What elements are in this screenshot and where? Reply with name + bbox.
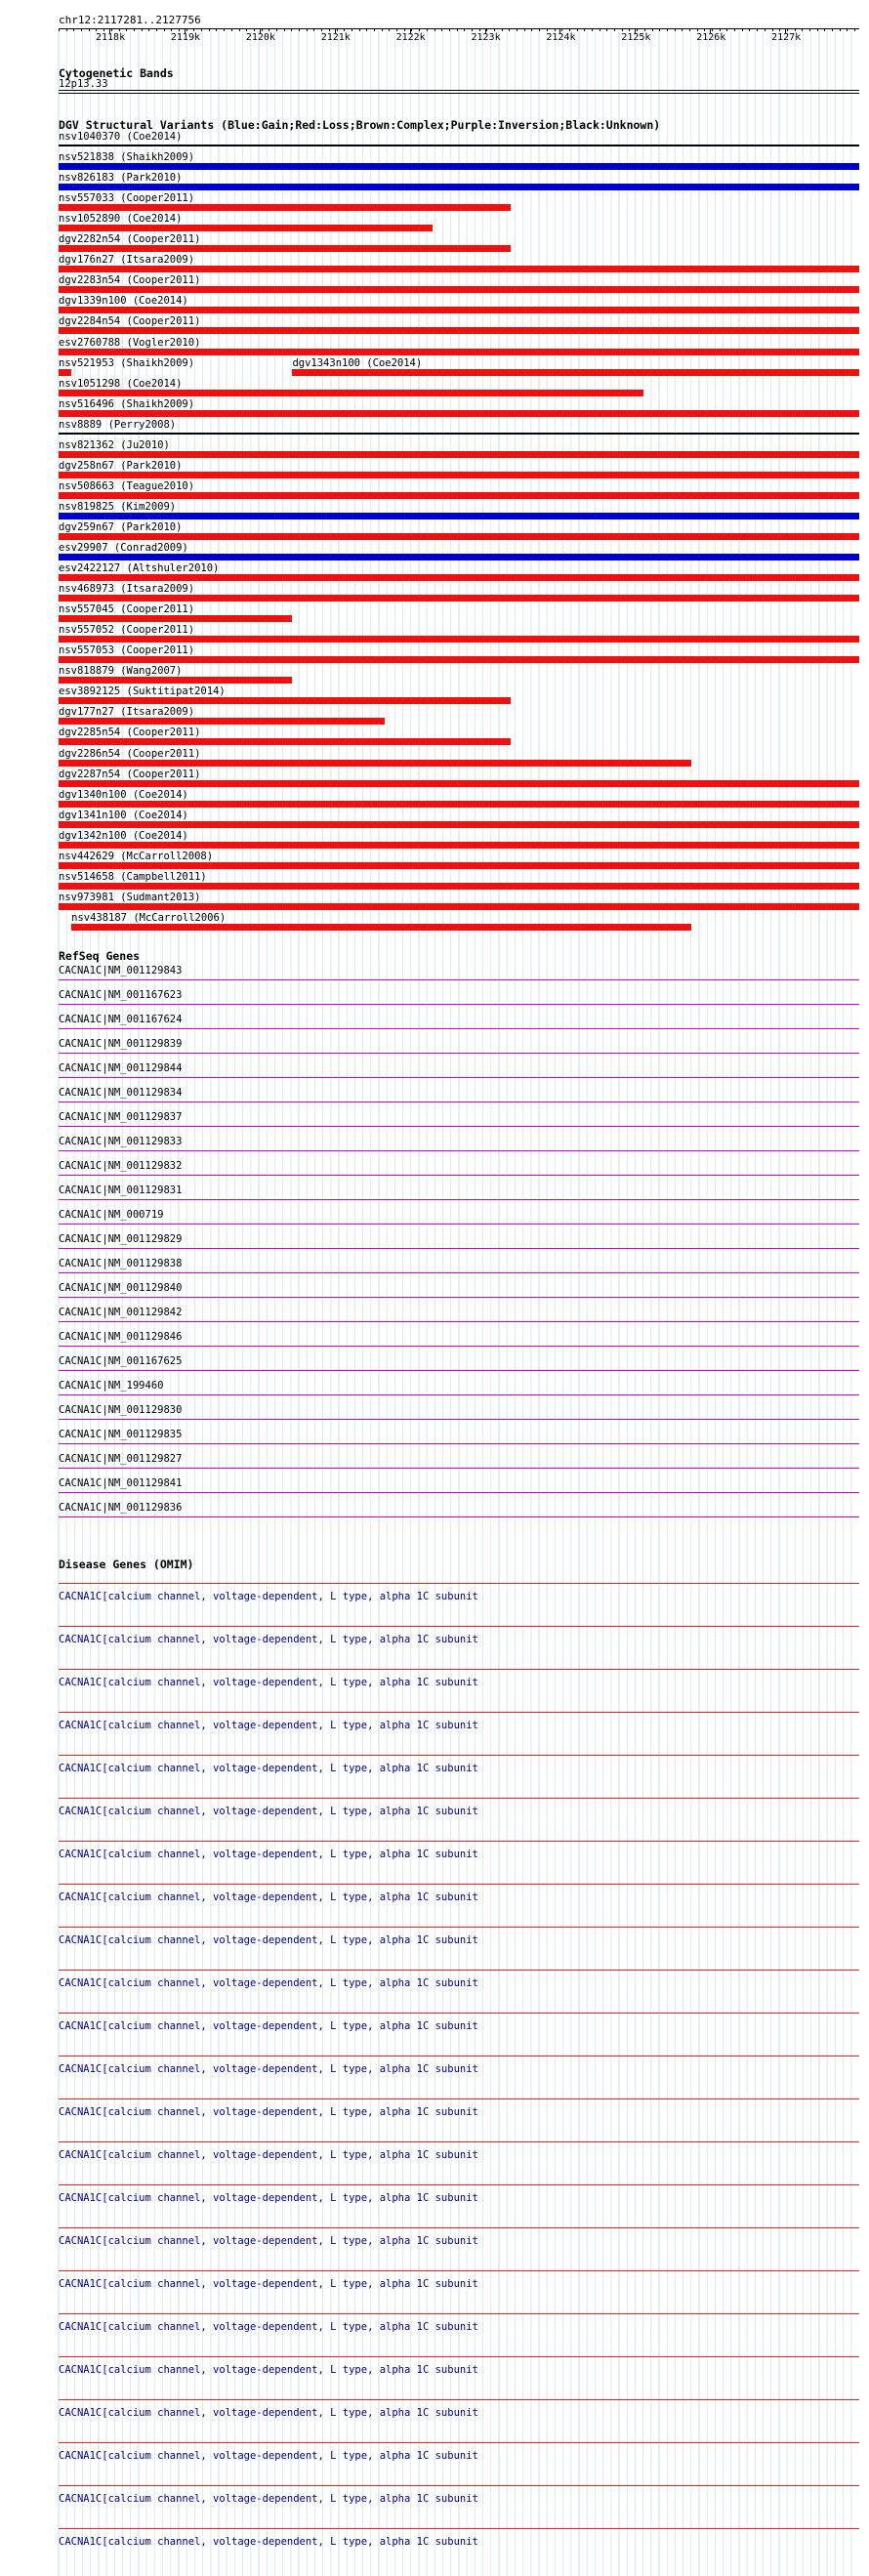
sv-label[interactable]: nsv826183 (Park2010) <box>59 172 183 185</box>
refseq-gene-line[interactable] <box>59 1053 859 1054</box>
sv-bar[interactable] <box>59 390 643 396</box>
ruler-minor-tick <box>502 28 503 31</box>
sv-label[interactable]: dgv1343n100 (Coe2014) <box>292 356 423 369</box>
ruler-minor-tick <box>704 28 705 31</box>
ruler-minor-tick <box>216 28 217 31</box>
omim-title: Disease Genes (OMIM) <box>59 1558 194 1571</box>
ruler-minor-tick <box>606 28 607 31</box>
omim-entry-label[interactable]: CACNA1C[calcium channel, voltage-dependent, L type, alpha 1C subunit <box>59 2020 478 2032</box>
sv-label[interactable]: dgv1339n100 (Coe2014) <box>59 295 188 308</box>
sv-label[interactable]: nsv508663 (Teague2010) <box>59 479 195 492</box>
ruler-minor-tick <box>539 28 540 31</box>
omim-entry-label[interactable]: CACNA1C[calcium channel, voltage-dependent, L type, alpha 1C subunit <box>59 1591 478 1602</box>
ruler-minor-tick <box>329 28 330 31</box>
ruler-minor-tick <box>622 28 623 31</box>
sv-bar[interactable] <box>59 513 859 519</box>
refseq-gene-label[interactable]: CACNA1C|NM_001129844 <box>59 1062 183 1074</box>
refseq-gene-label[interactable]: CACNA1C|NM_001129830 <box>59 1404 183 1416</box>
sv-label[interactable]: nsv521838 (Shaikh2009) <box>59 151 195 164</box>
sv-label[interactable]: dgv176n27 (Itsara2009) <box>59 254 195 267</box>
sv-label[interactable]: esv3892125 (Suktitipat2014) <box>59 686 226 698</box>
ruler-minor-tick <box>427 28 428 31</box>
sv-label[interactable]: nsv1052890 (Coe2014) <box>59 213 183 226</box>
cytoband-track-line-2 <box>59 93 859 94</box>
omim-entry-label[interactable]: CACNA1C[calcium channel, voltage-dependent, L type, alpha 1C subunit <box>59 2493 478 2505</box>
sv-bar[interactable] <box>59 433 859 435</box>
sv-label[interactable]: nsv1051298 (Coe2014) <box>59 377 183 390</box>
refseq-gene-label[interactable]: CACNA1C|NM_001129827 <box>59 1453 183 1465</box>
sv-bar[interactable] <box>59 369 71 376</box>
omim-gene-line[interactable] <box>59 1583 859 1584</box>
omim-entry-label[interactable]: CACNA1C[calcium channel, voltage-dependent, L type, alpha 1C subunit <box>59 2149 478 2161</box>
refseq-gene-label[interactable]: CACNA1C|NM_001129842 <box>59 1307 183 1318</box>
sv-bar[interactable] <box>59 451 859 458</box>
ruler-minor-tick <box>209 28 210 31</box>
ruler-minor-tick <box>164 28 165 31</box>
refseq-gene-label[interactable]: CACNA1C|NM_001167625 <box>59 1355 183 1367</box>
omim-gene-line[interactable] <box>59 1798 859 1799</box>
sv-label[interactable]: nsv8889 (Perry2008) <box>59 418 177 431</box>
ruler-minor-tick <box>411 28 412 31</box>
ruler-minor-tick <box>201 28 202 31</box>
sv-bar[interactable] <box>71 924 691 931</box>
refseq-gene-line[interactable] <box>59 1492 859 1493</box>
ruler-minor-tick <box>817 28 818 31</box>
ruler-minor-tick <box>441 28 442 31</box>
ruler-minor-tick <box>321 28 322 31</box>
ruler-minor-tick <box>66 28 67 31</box>
refseq-gene-line[interactable] <box>59 1101 859 1102</box>
sv-bar[interactable] <box>59 842 859 849</box>
ruler-minor-tick <box>464 28 465 31</box>
refseq-gene-line[interactable] <box>59 1419 859 1420</box>
sv-bar[interactable] <box>59 307 859 313</box>
sv-bar[interactable] <box>59 410 859 417</box>
omim-entry-label[interactable]: CACNA1C[calcium channel, voltage-dependent, L type, alpha 1C subunit <box>59 2450 478 2462</box>
sv-bar[interactable] <box>59 574 859 581</box>
omim-gene-line[interactable] <box>59 1755 859 1756</box>
omim-entry-label[interactable]: CACNA1C[calcium channel, voltage-dependent, L type, alpha 1C subunit <box>59 1720 478 1731</box>
sv-label[interactable]: dgv2286n54 (Cooper2011) <box>59 747 201 760</box>
ruler-minor-tick <box>307 28 308 31</box>
refseq-gene-label[interactable]: CACNA1C|NM_001129835 <box>59 1429 183 1440</box>
ruler-minor-tick <box>359 28 360 31</box>
ruler-minor-tick <box>224 28 225 31</box>
ruler-minor-tick <box>555 28 556 31</box>
cytoband-track-line <box>59 90 859 91</box>
omim-gene-line[interactable] <box>59 2442 859 2443</box>
sv-label[interactable]: nsv821362 (Ju2010) <box>59 438 170 451</box>
ruler-minor-tick <box>96 28 97 31</box>
ruler-minor-tick <box>847 28 848 31</box>
ruler-minor-tick <box>134 28 135 31</box>
sv-label[interactable]: dgv1342n100 (Coe2014) <box>59 829 188 842</box>
ruler-minor-tick <box>186 28 187 31</box>
ruler-minor-tick <box>742 28 743 31</box>
refseq-gene-label[interactable]: CACNA1C|NM_001129838 <box>59 1258 183 1269</box>
refseq-gene-line[interactable] <box>59 1150 859 1151</box>
omim-entry-label[interactable]: CACNA1C[calcium channel, voltage-dependent, L type, alpha 1C subunit <box>59 2536 478 2548</box>
sv-bar[interactable] <box>59 738 511 745</box>
ruler-minor-tick <box>726 28 727 31</box>
ruler-tick-label: 2118k <box>96 32 126 43</box>
sv-bar[interactable] <box>59 656 859 663</box>
refseq-gene-label[interactable]: CACNA1C|NM_001129841 <box>59 1477 183 1489</box>
ruler-minor-tick <box>682 28 683 31</box>
refseq-gene-line[interactable] <box>59 1028 859 1029</box>
omim-entry-label[interactable]: CACNA1C[calcium channel, voltage-dependent, L type, alpha 1C subunit <box>59 2321 478 2333</box>
sv-bar[interactable] <box>59 760 691 767</box>
refseq-gene-line[interactable] <box>59 1077 859 1078</box>
ruler-minor-tick <box>374 28 375 31</box>
ruler-minor-tick <box>262 28 263 31</box>
ruler-minor-tick <box>569 28 570 31</box>
ruler-tick-label: 2126k <box>696 32 726 43</box>
ruler-tick-label: 2123k <box>471 32 501 43</box>
ruler-minor-tick <box>396 28 397 31</box>
refseq-gene-label[interactable]: CACNA1C|NM_001129837 <box>59 1111 183 1123</box>
sv-label[interactable]: nsv557033 (Cooper2011) <box>59 192 195 205</box>
sv-label[interactable]: nsv557053 (Cooper2011) <box>59 644 195 657</box>
omim-gene-line[interactable] <box>59 2227 859 2228</box>
ruler-minor-tick <box>832 28 833 31</box>
sv-label[interactable]: nsv442629 (McCarroll2008) <box>59 850 214 862</box>
ruler-minor-tick <box>148 28 149 31</box>
sv-bar[interactable] <box>59 184 859 190</box>
sv-bar[interactable] <box>59 903 859 910</box>
sv-label[interactable]: nsv819825 (Kim2009) <box>59 500 177 513</box>
omim-gene-line[interactable] <box>59 2485 859 2486</box>
omim-gene-line[interactable] <box>59 2056 859 2057</box>
refseq-gene-line[interactable] <box>59 979 859 980</box>
ruler-minor-tick <box>434 28 435 31</box>
refseq-gene-label[interactable]: CACNA1C|NM_001129832 <box>59 1160 183 1172</box>
sv-bar[interactable] <box>59 554 859 561</box>
sv-bar[interactable] <box>59 862 859 869</box>
ruler-tick-label: 2121k <box>320 32 351 43</box>
sv-label[interactable]: esv29907 (Conrad2009) <box>59 542 188 554</box>
ruler-minor-tick <box>765 28 766 31</box>
ruler-tick-label: 2119k <box>170 32 200 43</box>
ruler-minor-tick <box>524 28 525 31</box>
sv-bar[interactable] <box>59 595 859 602</box>
sv-bar[interactable] <box>292 369 859 376</box>
ruler-tick-label: 2122k <box>395 32 426 43</box>
ruler-minor-tick <box>712 28 713 31</box>
ruler-minor-tick <box>344 28 345 31</box>
ruler-minor-tick <box>614 28 615 31</box>
refseq-gene-label[interactable]: CACNA1C|NM_001129843 <box>59 965 183 976</box>
ruler-minor-tick <box>637 28 638 31</box>
ruler-minor-tick <box>675 28 676 31</box>
sv-label[interactable]: esv2760788 (Vogler2010) <box>59 336 201 349</box>
sv-label[interactable]: dgv2284n54 (Cooper2011) <box>59 315 201 328</box>
ruler-minor-tick <box>809 28 810 31</box>
refseq-gene-line[interactable] <box>59 1175 859 1176</box>
omim-gene-line[interactable] <box>59 1884 859 1885</box>
ruler-minor-tick <box>246 28 247 31</box>
omim-entry-label[interactable]: CACNA1C[calcium channel, voltage-dependent, L type, alpha 1C subunit <box>59 2063 478 2075</box>
sv-label[interactable]: dgv2285n54 (Cooper2011) <box>59 727 201 739</box>
ruler-minor-tick <box>239 28 240 31</box>
ruler-minor-tick <box>494 28 495 31</box>
sv-bar[interactable] <box>59 697 511 704</box>
ruler-minor-tick <box>171 28 172 31</box>
ruler-minor-tick <box>179 28 180 31</box>
refseq-gene-label[interactable]: CACNA1C|NM_001167623 <box>59 989 183 1001</box>
ruler-minor-tick <box>824 28 825 31</box>
omim-entry-label[interactable]: CACNA1C[calcium channel, voltage-dependent, L type, alpha 1C subunit <box>59 2278 478 2290</box>
omim-gene-line[interactable] <box>59 2013 859 2014</box>
cytoband-title: Cytogenetic Bands <box>59 66 174 80</box>
omim-gene-line[interactable] <box>59 1626 859 1627</box>
refseq-gene-line[interactable] <box>59 1224 859 1225</box>
ruler-minor-tick <box>472 28 473 31</box>
refseq-gene-label[interactable]: CACNA1C|NM_001129846 <box>59 1331 183 1343</box>
sv-label[interactable]: nsv818879 (Wang2007) <box>59 665 183 678</box>
ruler-minor-tick <box>757 28 758 31</box>
omim-gene-line[interactable] <box>59 1841 859 1842</box>
refseq-gene-label[interactable]: CACNA1C|NM_001129833 <box>59 1136 183 1147</box>
omim-gene-line[interactable] <box>59 2270 859 2271</box>
ruler-minor-tick <box>840 28 841 31</box>
ruler-minor-tick <box>629 28 630 31</box>
refseq-gene-line[interactable] <box>59 1394 859 1395</box>
ruler-minor-tick <box>667 28 668 31</box>
ruler-minor-tick <box>404 28 405 31</box>
ruler-minor-tick <box>103 28 104 31</box>
refseq-gene-line[interactable] <box>59 1126 859 1127</box>
refseq-gene-label[interactable]: CACNA1C|NM_001129836 <box>59 1502 183 1514</box>
ruler-minor-tick <box>659 28 660 31</box>
sv-label[interactable]: dgv258n67 (Park2010) <box>59 459 183 472</box>
ruler-minor-tick <box>291 28 292 31</box>
sv-label[interactable]: dgv259n67 (Park2010) <box>59 520 183 533</box>
omim-entry-label[interactable]: CACNA1C[calcium channel, voltage-dependent, L type, alpha 1C subunit <box>59 1891 478 1903</box>
sv-bar[interactable] <box>59 204 511 211</box>
ruler-minor-tick <box>299 28 300 31</box>
sv-bar[interactable] <box>59 327 859 334</box>
ruler-minor-tick <box>547 28 548 31</box>
ruler-minor-tick <box>337 28 338 31</box>
ruler-minor-tick <box>479 28 480 31</box>
omim-gene-line[interactable] <box>59 2313 859 2314</box>
refseq-gene-line[interactable] <box>59 1370 859 1371</box>
ruler-minor-tick <box>254 28 255 31</box>
sv-label[interactable]: nsv973981 (Sudmant2013) <box>59 891 201 903</box>
omim-gene-line[interactable] <box>59 2399 859 2400</box>
ruler-minor-tick <box>787 28 788 31</box>
refseq-gene-line[interactable] <box>59 1321 859 1322</box>
ruler-minor-tick <box>419 28 420 31</box>
refseq-gene-line[interactable] <box>59 1272 859 1273</box>
ruler-minor-tick <box>486 28 487 31</box>
ruler-minor-tick <box>276 28 277 31</box>
sv-label[interactable]: dgv2282n54 (Cooper2011) <box>59 233 201 246</box>
ruler-minor-tick <box>734 28 735 31</box>
sv-label[interactable]: esv2422127 (Altshuler2010) <box>59 562 220 575</box>
ruler-minor-tick <box>284 28 285 31</box>
ruler-tick-label: 2125k <box>621 32 651 43</box>
ruler-minor-tick <box>795 28 796 31</box>
sv-bar[interactable] <box>59 801 859 808</box>
ruler-minor-tick <box>449 28 450 31</box>
refseq-gene-label[interactable]: CACNA1C|NM_199460 <box>59 1380 164 1392</box>
refseq-gene-label[interactable]: CACNA1C|NM_001129839 <box>59 1038 183 1050</box>
omim-gene-line[interactable] <box>59 1970 859 1971</box>
ruler-minor-tick <box>366 28 367 31</box>
ruler-minor-tick <box>779 28 780 31</box>
sv-label[interactable]: dgv177n27 (Itsara2009) <box>59 706 195 719</box>
ruler-minor-tick <box>577 28 578 31</box>
sv-label[interactable]: nsv557045 (Cooper2011) <box>59 603 195 616</box>
sv-bar[interactable] <box>59 533 859 540</box>
sv-label[interactable]: nsv438187 (McCarroll2006) <box>71 911 227 924</box>
sv-bar[interactable] <box>59 225 433 231</box>
omim-entry-label[interactable]: CACNA1C[calcium channel, voltage-dependent, L type, alpha 1C subunit <box>59 1977 478 1989</box>
refseq-gene-line[interactable] <box>59 1468 859 1469</box>
refseq-gene-line[interactable] <box>59 1004 859 1005</box>
ruler-minor-tick <box>457 28 458 31</box>
refseq-gene-label[interactable]: CACNA1C|NM_001167624 <box>59 1014 183 1025</box>
sv-bar[interactable] <box>59 492 859 499</box>
ruler-minor-tick <box>193 28 194 31</box>
omim-gene-line[interactable] <box>59 2528 859 2529</box>
omim-gene-line[interactable] <box>59 2356 859 2357</box>
sv-bar[interactable] <box>59 636 859 643</box>
cytoband-label[interactable]: 12p13.33 <box>59 78 108 90</box>
dgv-title: DGV Structural Variants (Blue:Gain;Red:Loss;Brown:Complex;Purple:Inversion;Black:Unknown) <box>59 118 661 132</box>
refseq-gene-line[interactable] <box>59 1346 859 1347</box>
ruler-minor-tick <box>561 28 562 31</box>
refseq-gene-line[interactable] <box>59 1297 859 1298</box>
refseq-gene-line[interactable] <box>59 1199 859 1200</box>
refseq-gene-label[interactable]: CACNA1C|NM_001129840 <box>59 1282 183 1294</box>
ruler-minor-tick <box>689 28 690 31</box>
sv-label[interactable]: dgv1340n100 (Coe2014) <box>59 788 188 801</box>
omim-entry-label[interactable]: CACNA1C[calcium channel, voltage-dependent, L type, alpha 1C subunit <box>59 1849 478 1860</box>
ruler-minor-tick <box>156 28 157 31</box>
ruler-minor-tick <box>231 28 232 31</box>
sv-bar[interactable] <box>59 615 292 622</box>
omim-entry-label[interactable]: CACNA1C[calcium channel, voltage-dependent, L type, alpha 1C subunit <box>59 1806 478 1817</box>
ruler-minor-tick <box>652 28 653 31</box>
refseq-gene-line[interactable] <box>59 1248 859 1249</box>
ruler-minor-tick <box>126 28 127 31</box>
ruler-minor-tick <box>772 28 773 31</box>
sv-bar[interactable] <box>59 883 859 890</box>
omim-gene-line[interactable] <box>59 1712 859 1713</box>
refseq-title: RefSeq Genes <box>59 949 141 963</box>
ruler-minor-tick <box>111 28 112 31</box>
ruler-minor-tick <box>584 28 585 31</box>
ruler-tick-label: 2120k <box>245 32 275 43</box>
ruler-minor-tick <box>119 28 120 31</box>
refseq-gene-line[interactable] <box>59 1443 859 1444</box>
omim-entry-label[interactable]: CACNA1C[calcium channel, voltage-dependent, L type, alpha 1C subunit <box>59 2407 478 2419</box>
omim-gene-line[interactable] <box>59 1669 859 1670</box>
omim-entry-label[interactable]: CACNA1C[calcium channel, voltage-dependent, L type, alpha 1C subunit <box>59 1934 478 1946</box>
ruler-minor-tick <box>89 28 90 31</box>
ruler-minor-tick <box>854 28 855 31</box>
refseq-gene-label[interactable]: CACNA1C|NM_001129831 <box>59 1184 183 1196</box>
ruler-minor-tick <box>644 28 645 31</box>
omim-entry-label[interactable]: CACNA1C[calcium channel, voltage-dependent, L type, alpha 1C subunit <box>59 2364 478 2376</box>
position-label: chr12:2117281..2127756 <box>59 14 201 26</box>
omim-entry-label[interactable]: CACNA1C[calcium channel, voltage-dependent, L type, alpha 1C subunit <box>59 2106 478 2118</box>
sv-label[interactable]: nsv468973 (Itsara2009) <box>59 583 195 596</box>
sv-label[interactable]: nsv514658 (Campbell2011) <box>59 870 207 883</box>
sv-bar[interactable] <box>59 821 859 828</box>
ruler-minor-tick <box>382 28 383 31</box>
sv-bar[interactable] <box>59 145 859 146</box>
omim-gene-line[interactable] <box>59 2098 859 2099</box>
sv-bar[interactable] <box>59 349 859 355</box>
omim-entry-label[interactable]: CACNA1C[calcium channel, voltage-dependent, L type, alpha 1C subunit <box>59 1763 478 1774</box>
ruler-tick-label: 2127k <box>771 32 802 43</box>
sv-bar[interactable] <box>59 245 511 252</box>
omim-gene-line[interactable] <box>59 2141 859 2142</box>
ruler-minor-tick <box>73 28 74 31</box>
sv-bar[interactable] <box>59 163 859 170</box>
sv-label[interactable]: dgv1341n100 (Coe2014) <box>59 809 188 821</box>
ruler-minor-tick <box>697 28 698 31</box>
omim-gene-line[interactable] <box>59 2184 859 2185</box>
sv-label[interactable]: dgv2283n54 (Cooper2011) <box>59 274 201 287</box>
ruler-minor-tick <box>509 28 510 31</box>
omim-gene-line[interactable] <box>59 1927 859 1928</box>
sv-label[interactable]: nsv557052 (Cooper2011) <box>59 624 195 637</box>
ruler-minor-tick <box>81 28 82 31</box>
sv-bar[interactable] <box>59 677 292 684</box>
ruler-minor-tick <box>531 28 532 31</box>
sv-label[interactable]: nsv516496 (Shaikh2009) <box>59 397 195 410</box>
omim-entry-label[interactable]: CACNA1C[calcium channel, voltage-dependent, L type, alpha 1C subunit <box>59 1677 478 1688</box>
ruler-minor-tick <box>389 28 390 31</box>
sv-bar[interactable] <box>59 780 859 787</box>
omim-entry-label[interactable]: CACNA1C[calcium channel, voltage-dependent, L type, alpha 1C subunit <box>59 1634 478 1645</box>
ruler-minor-tick <box>142 28 143 31</box>
omim-entry-label[interactable]: CACNA1C[calcium channel, voltage-dependent, L type, alpha 1C subunit <box>59 2192 478 2204</box>
ruler-minor-tick <box>59 28 60 31</box>
sv-label[interactable]: dgv2287n54 (Cooper2011) <box>59 768 201 780</box>
sv-bar[interactable] <box>59 718 385 725</box>
ruler-minor-tick <box>802 28 803 31</box>
refseq-gene-label[interactable]: CACNA1C|NM_001129834 <box>59 1087 183 1099</box>
refseq-gene-label[interactable]: CACNA1C|NM_000719 <box>59 1209 164 1221</box>
refseq-gene-label[interactable]: CACNA1C|NM_001129829 <box>59 1233 183 1245</box>
sv-label[interactable]: nsv521953 (Shaikh2009) <box>59 356 195 369</box>
ruler-minor-tick <box>749 28 750 31</box>
ruler-minor-tick <box>720 28 721 31</box>
sv-bar[interactable] <box>59 286 859 293</box>
omim-entry-label[interactable]: CACNA1C[calcium channel, voltage-dependent, L type, alpha 1C subunit <box>59 2235 478 2247</box>
sv-label[interactable]: nsv1040370 (Coe2014) <box>59 131 183 143</box>
ruler-minor-tick <box>592 28 593 31</box>
ruler-minor-tick <box>313 28 314 31</box>
ruler-tick-label: 2124k <box>546 32 576 43</box>
sv-bar[interactable] <box>59 266 859 272</box>
sv-bar[interactable] <box>59 472 859 478</box>
